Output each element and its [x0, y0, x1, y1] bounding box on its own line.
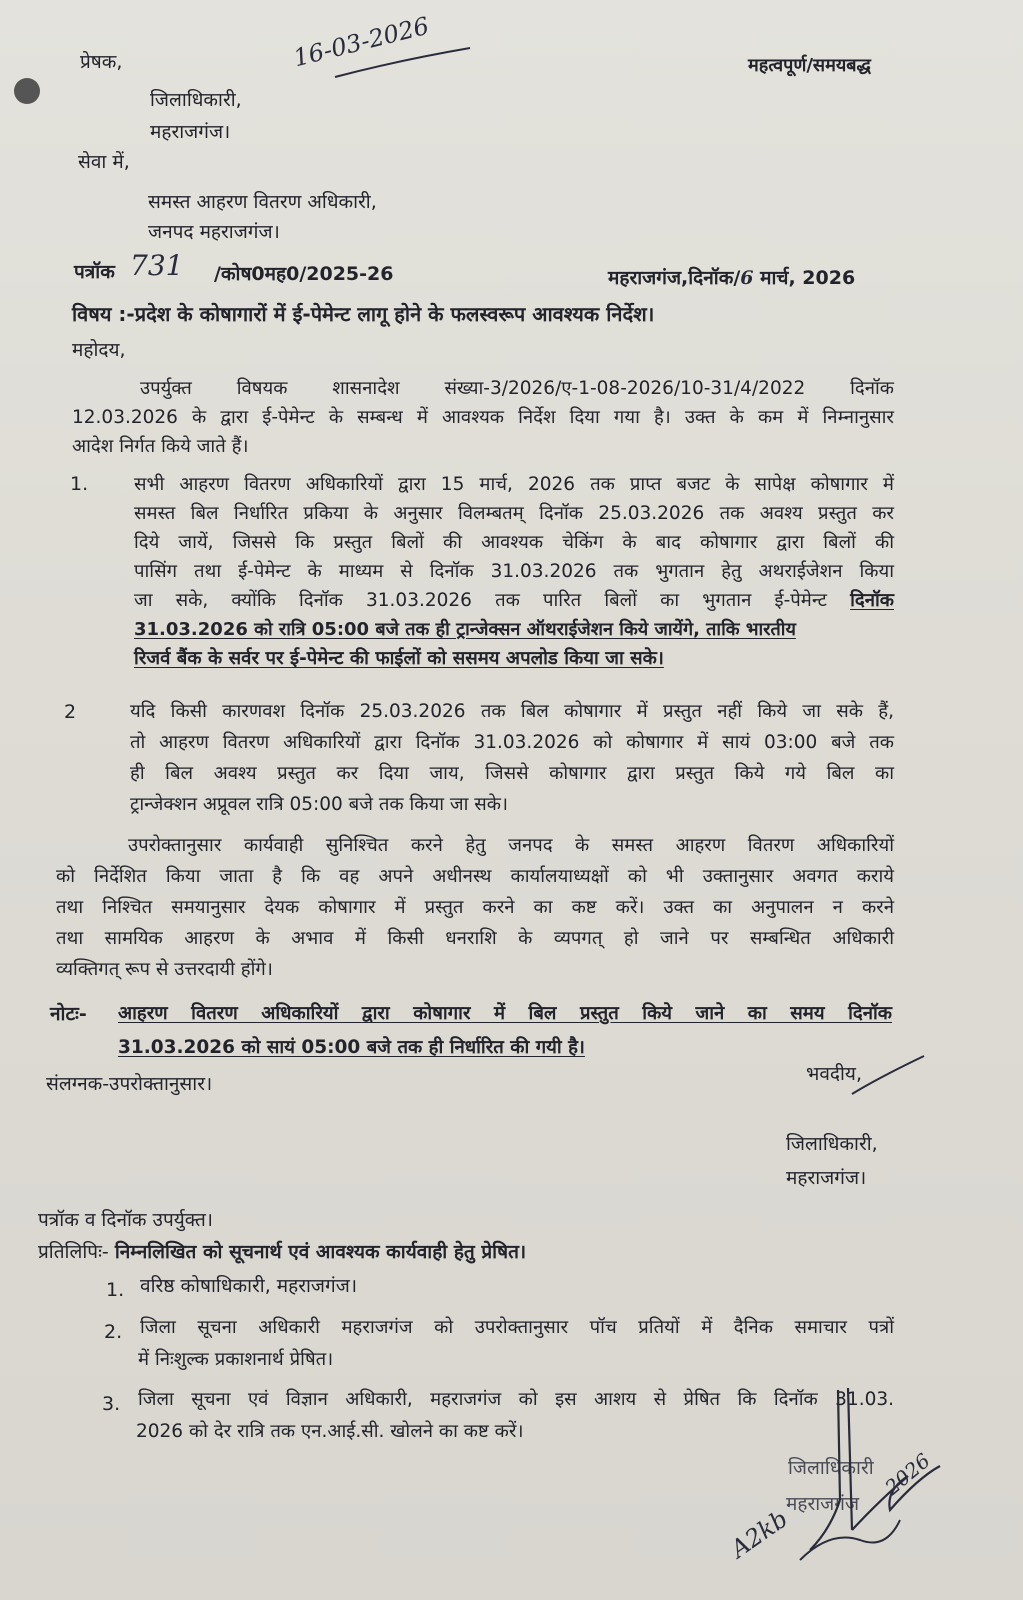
- sender-title: जिलाधिकारी,: [150, 89, 242, 111]
- copy-item-1-number: 1.: [106, 1279, 125, 1301]
- point2-line: यदि किसी कारणवश दिनॉक 25.03.2026 तक बिल कोषागार में प्रस्तुत नहीं किये जा सके हैं,: [130, 701, 894, 722]
- copy-item-1-text: वरिष्ठ कोषाधिकारी, महराजगंज।: [140, 1275, 358, 1297]
- copy-item-2-line2: में निःशुल्क प्रकाशनार्थ प्रेषित।: [138, 1349, 334, 1370]
- priority-label: महत्वपूर्ण/समयबद्ध: [748, 55, 871, 76]
- sign-title: जिलाधिकारी,: [786, 1133, 878, 1155]
- intro-line: उपर्युक्त विषयक शासनादेश संख्या-3/2026/ए-1-08-2026/10-31/4/2022 दिनॉक: [140, 378, 894, 399]
- handwritten-date-underline: [330, 42, 480, 82]
- place-date-prefix: महराजगंज,दिनॉक/: [608, 267, 741, 289]
- reference-suffix: /कोष0मह0/2025-26: [214, 263, 394, 285]
- place-date-suffix: मार्च, 2026: [760, 267, 856, 289]
- point1-line: सभी आहरण वितरण अधिकारियों द्वारा 15 मार्च, 2026 तक प्राप्त बजट के सापेक्ष कोषागार में: [134, 474, 894, 495]
- intro-line: आदेश निर्गत किये जाते हैं।: [72, 436, 249, 457]
- place-date-day: 6: [740, 267, 754, 289]
- copy-item-3-line2: 2026 को देर रात्रि तक एन.आई.सी. खोलने का कष्ट करें।: [136, 1421, 524, 1442]
- closing-line: तथा निश्चित समयानुसार देयक कोषागार में प्रस्तुत करने का कष्ट करें। उक्त का अनुपालन न करने: [56, 897, 894, 918]
- copy-reference: पत्रॉक व दिनॉक उपर्युक्त।: [38, 1209, 213, 1231]
- enclosure: संलग्नक-उपरोक्तानुसार।: [46, 1073, 213, 1095]
- intro-paragraph: [72, 374, 894, 461]
- final-sign-title: जिलाधिकारी: [788, 1457, 874, 1479]
- point1-line: समस्त बिल निर्धारित प्रकिया के अनुसार विलम्बतम् दिनॉक 25.03.2026 तक अवश्य प्रस्तुत कर: [134, 503, 894, 524]
- point1-line: पासिंग तथा ई-पेमेन्ट के माध्यम से दिनॉक 31.03.2026 तक भुगतान हेतु अथराईजेशन किया: [134, 561, 894, 582]
- final-signature-scribble: [790, 1380, 950, 1570]
- point1-line: जा सके, क्योंकि दिनॉक 31.03.2026 तक पारित बिलों का भुगतान ई-पेमेन्ट: [134, 590, 827, 611]
- point1-paragraph: [134, 470, 894, 673]
- closing-line: को निर्देशित किया जाता है कि वह अपने अधीनस्थ कार्यालयाध्यक्षों को भी उक्तानुसार अवगत कराये: [56, 866, 894, 887]
- copy-text: निम्नलिखित को सूचनार्थ एवं आवश्यक कार्यवाही हेतु प्रेषित।: [114, 1241, 527, 1263]
- punch-hole: [14, 78, 40, 104]
- point2-paragraph: [130, 696, 894, 820]
- to-label: सेवा में,: [78, 151, 130, 173]
- point2-line: ट्रान्जेक्शन अप्रूवल रात्रि 05:00 बजे तक किया जा सके।: [130, 794, 509, 815]
- sender-place: महराजगंज।: [150, 121, 231, 143]
- closing-paragraph: [56, 830, 894, 985]
- handwritten-date: 16-03-2026: [290, 11, 432, 73]
- point1-bold-c: रिजर्व बैंक के सर्वर पर ई-पेमेन्ट की फाईलों को ससमय अपलोड किया जा सके।: [134, 648, 664, 669]
- recipient-line2: जनपद महराजगंज।: [148, 221, 280, 243]
- point2-line: ही बिल अवश्य प्रस्तुत कर दिया जाय, जिससे कोषागार द्वारा प्रस्तुत किये गये बिल का: [130, 763, 894, 784]
- closing-line: तथा सामयिक आहरण के अभाव में किसी धनराशि के व्यपगत् हो जाने पर सम्बन्धित अधिकारी: [56, 928, 894, 949]
- handwritten-initials: A2kb: [725, 1504, 793, 1564]
- closing-line: व्यक्तिगत् रूप से उत्तरदायी होंगे।: [56, 959, 273, 980]
- point1-bold-b: 31.03.2026 को रात्रि 05:00 बजे तक ही ट्रान्जेक्सन ऑथराईजेशन किये जायेंगे, ताकि भारतीय: [134, 619, 796, 640]
- note-label: नोटः-: [50, 1003, 87, 1025]
- copy-line: [38, 1238, 526, 1266]
- yours-faithfully: भवदीय,: [806, 1063, 862, 1085]
- point1-number: 1.: [70, 473, 89, 495]
- note-line1: आहरण वितरण अधिकारियों द्वारा कोषागार में बिल प्रस्तुत किये जाने का समय दिनॉक: [118, 1003, 892, 1024]
- sender-label: प्रेषक,: [80, 51, 123, 73]
- reference-number: 731: [130, 249, 184, 282]
- point1-bold-a: दिनॉक: [850, 590, 894, 611]
- point2-line: तो आहरण वितरण अधिकारियों द्वारा दिनॉक 31.03.2026 को कोषागार में सायं 03:00 बजे तक: [130, 732, 894, 753]
- reference-label: पत्रॉक: [74, 261, 115, 283]
- closing-line: उपरोक्तानुसार कार्यवाही सुनिश्चित करने हेतु जनपद के समस्त आहरण वितरण अधिकारियों: [128, 835, 894, 856]
- point1-line-5: [134, 586, 894, 615]
- handwritten-sign-date: 2026: [880, 1448, 935, 1500]
- salutation: महोदय,: [72, 339, 126, 361]
- copy-item-3-line1: जिला सूचना एवं विज्ञान अधिकारी, महराजगंज को इस आशय से प्रेषित कि दिनॉक 31.03.: [138, 1389, 894, 1410]
- note-line2: 31.03.2026 को सायं 05:00 बजे तक ही निर्धारित की गयी है।: [118, 1037, 585, 1058]
- copy-item-2-line1: जिला सूचना अधिकारी महराजगंज को उपरोक्तानुसार पॉच प्रतियों में दैनिक समाचार पत्रों: [140, 1317, 894, 1338]
- sign-place: महराजगंज।: [786, 1167, 867, 1189]
- copy-item-2-number: 2.: [104, 1321, 123, 1343]
- copy-label: प्रतिलिपिः-: [38, 1241, 109, 1263]
- subject-line: विषय :-प्रदेश के कोषागारों में ई-पेमेन्ट लागू होने के फलस्वरूप आवश्यक निर्देश।: [72, 302, 655, 326]
- copy-item-3-number: 3.: [102, 1393, 121, 1415]
- final-sign-place: महराजगंज: [786, 1493, 860, 1515]
- recipient-line1: समस्त आहरण वितरण अधिकारी,: [148, 191, 377, 213]
- place-date: [608, 264, 855, 292]
- point2-number: 2: [64, 701, 77, 723]
- intro-line: 12.03.2026 के द्वारा ई-पेमेन्ट के सम्बन्ध में आवश्यक निर्देश दिया गया है। उक्त के कम में निम्नानुसार: [72, 407, 894, 428]
- signature-stroke: [848, 1050, 928, 1100]
- point1-line: दिये जायें, जिससे कि प्रस्तुत बिलों की आवश्यक चेकिंग के बाद कोषागार द्वारा बिलों की: [134, 532, 894, 553]
